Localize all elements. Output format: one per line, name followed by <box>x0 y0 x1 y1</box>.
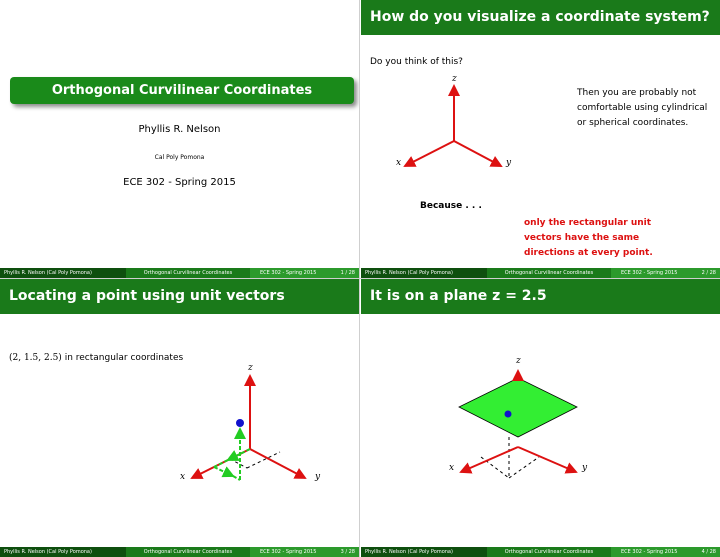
z-label: z <box>452 74 457 84</box>
y-axis <box>250 449 305 478</box>
footer-author: Phyllis R. Nelson (Cal Poly Pomona) <box>0 268 126 278</box>
slide-2 <box>361 0 720 278</box>
footer-course-box <box>250 547 359 557</box>
footer-page: 4 / 28 <box>701 549 716 555</box>
footer-course-box <box>250 268 359 278</box>
point-marker <box>236 419 244 427</box>
point-marker <box>505 411 512 418</box>
conclusion-text <box>524 216 653 261</box>
frame-title: Locating a point using unit vectors <box>0 279 359 314</box>
course-date: ECE 302 - Spring 2015 <box>123 177 236 188</box>
footer <box>0 268 359 278</box>
z-label: z <box>248 363 253 373</box>
y-axis <box>454 141 501 166</box>
presentation-title: Orthogonal Curvilinear Coordinates <box>10 77 354 104</box>
x-label: x <box>396 158 402 168</box>
footer-course-box <box>611 268 720 278</box>
slide-3 <box>0 279 359 557</box>
slide-1 <box>0 0 359 278</box>
x-axis <box>405 141 454 166</box>
footer-author: Phyllis R. Nelson (Cal Poly Pomona) <box>0 547 126 557</box>
slide-4 <box>361 279 720 557</box>
footer-course: ECE 302 - Spring 2015 <box>621 549 678 555</box>
x-label: x <box>180 472 186 482</box>
footer-title: Orthogonal Curvilinear Coordinates <box>487 268 611 278</box>
side-text-line: Then you are probably not <box>577 88 697 98</box>
plane-diagram <box>361 279 720 557</box>
conclusion-line: only the rectangular unit <box>524 218 652 228</box>
unit-vector-path <box>214 429 250 480</box>
y-label: y <box>582 463 588 473</box>
footer-course-box <box>611 547 720 557</box>
footer-author: Phyllis R. Nelson (Cal Poly Pomona) <box>361 547 487 557</box>
footer-author: Phyllis R. Nelson (Cal Poly Pomona) <box>361 268 487 278</box>
because-text: Because . . . <box>420 201 482 211</box>
y-label: y <box>315 472 321 482</box>
side-text <box>577 86 707 131</box>
point-coordinates: (2, 1.5, 2.5) <box>9 353 62 363</box>
footer-course: ECE 302 - Spring 2015 <box>621 270 678 276</box>
x-label: x <box>449 463 455 473</box>
footer <box>0 547 359 557</box>
conclusion-line: vectors have the same <box>524 233 640 243</box>
institution: Cal Poly Pomona <box>154 154 205 161</box>
plane-z-2-5 <box>459 378 577 437</box>
conclusion-line: directions at every point. <box>524 248 653 258</box>
footer-page: 2 / 28 <box>701 270 716 276</box>
footer <box>361 547 720 557</box>
author: Phyllis R. Nelson <box>138 124 221 135</box>
side-text-line: comfortable using cylindrical <box>577 103 708 113</box>
footer-title: Orthogonal Curvilinear Coordinates <box>126 547 250 557</box>
caption-rest: in rectangular coordinates <box>61 353 184 363</box>
side-text-line: or spherical coordinates. <box>577 118 689 128</box>
point-diagram <box>0 279 359 557</box>
footer-title: Orthogonal Curvilinear Coordinates <box>126 268 250 278</box>
projection-lines <box>481 437 539 478</box>
footer-page: 1 / 28 <box>340 270 355 276</box>
footer-page: 3 / 28 <box>340 549 355 555</box>
footer-course: ECE 302 - Spring 2015 <box>260 549 317 555</box>
y-axis <box>518 447 576 472</box>
frame-title: How do you visualize a coordinate system? <box>361 0 720 35</box>
footer <box>361 268 720 278</box>
question-text: Do you think of this? <box>370 57 463 67</box>
z-label: z <box>516 356 521 366</box>
y-label: y <box>506 158 512 168</box>
frame-title: It is on a plane z = 2.5 <box>361 279 720 314</box>
footer-title: Orthogonal Curvilinear Coordinates <box>487 547 611 557</box>
footer-course: ECE 302 - Spring 2015 <box>260 270 317 276</box>
